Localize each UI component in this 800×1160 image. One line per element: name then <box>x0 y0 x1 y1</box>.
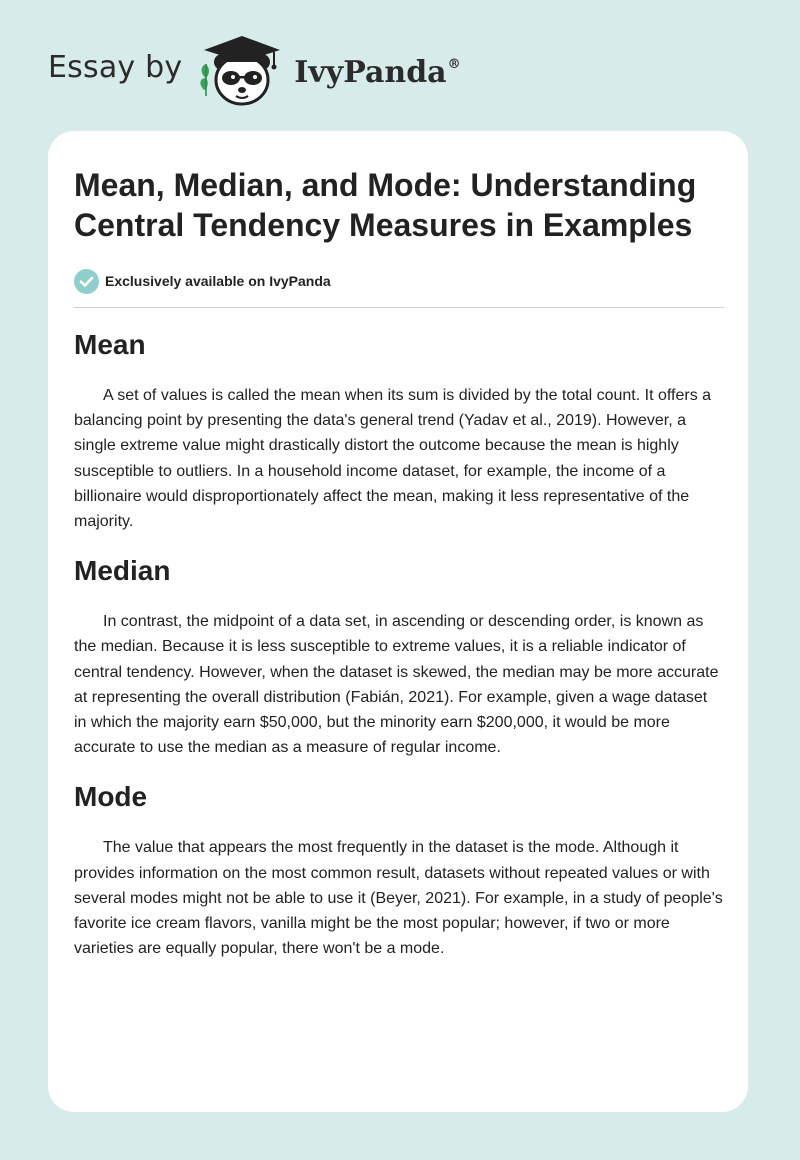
panda-graduate-icon <box>196 30 288 110</box>
divider <box>74 307 724 308</box>
essay-card <box>48 131 748 1112</box>
section-heading: Median <box>74 555 171 587</box>
brand-name: IvyPanda® <box>294 54 461 90</box>
section-paragraph: In contrast, the midpoint of a data set, in ascending or descending order, is known as the median. Because it is less susceptible to extreme values, it is a reliable indicator of central tendency. However, when the dataset is skewed, the median may be more accurate at representing the overall distribution (Fabián, 2021). For example, given a wage dataset in which the majority earn $50,000, but the minority earn $200,000, it would be more accurate to use the median as a measure of regular income. <box>74 613 719 757</box>
page-title: Mean, Median, and Mode: Understanding Central Tendency Measures in Examples <box>74 167 697 243</box>
section-mode <box>74 780 724 961</box>
essay-by-label: Essay by <box>48 49 183 85</box>
essay-content <box>74 165 724 961</box>
section-heading: Mean <box>74 329 146 360</box>
section-median <box>74 554 724 760</box>
section-paragraph: A set of values is called the mean when its sum is divided by the total count. It offers a balancing point by presenting the data's general trend (Yadav et al., 2019). However, a single extreme value might drastically distort the outcome because the mean is highly susceptible to outliers. In a household income dataset, for example, the income of a billionaire would disproportionately affect the mean, making it less representative of the majority. <box>74 387 712 531</box>
section-heading: Mode <box>74 781 148 813</box>
exclusive-badge <box>74 267 724 295</box>
site-header <box>48 30 461 110</box>
section-paragraph: The value that appears the most frequently in the dataset is the mode. Although it provides information on the most common result, datasets without repeated values or with several modes might not be able to use it (Beyer, 2021). For example, in a study of people's favorite ice cream flavors, vanilla might be the most popular; however, if two or more varieties are equally popular, there won't be a mode. <box>74 839 723 958</box>
exclusive-label: Exclusively available on IvyPanda <box>105 273 331 289</box>
check-badge-icon <box>74 269 99 294</box>
section-mean <box>74 328 724 534</box>
